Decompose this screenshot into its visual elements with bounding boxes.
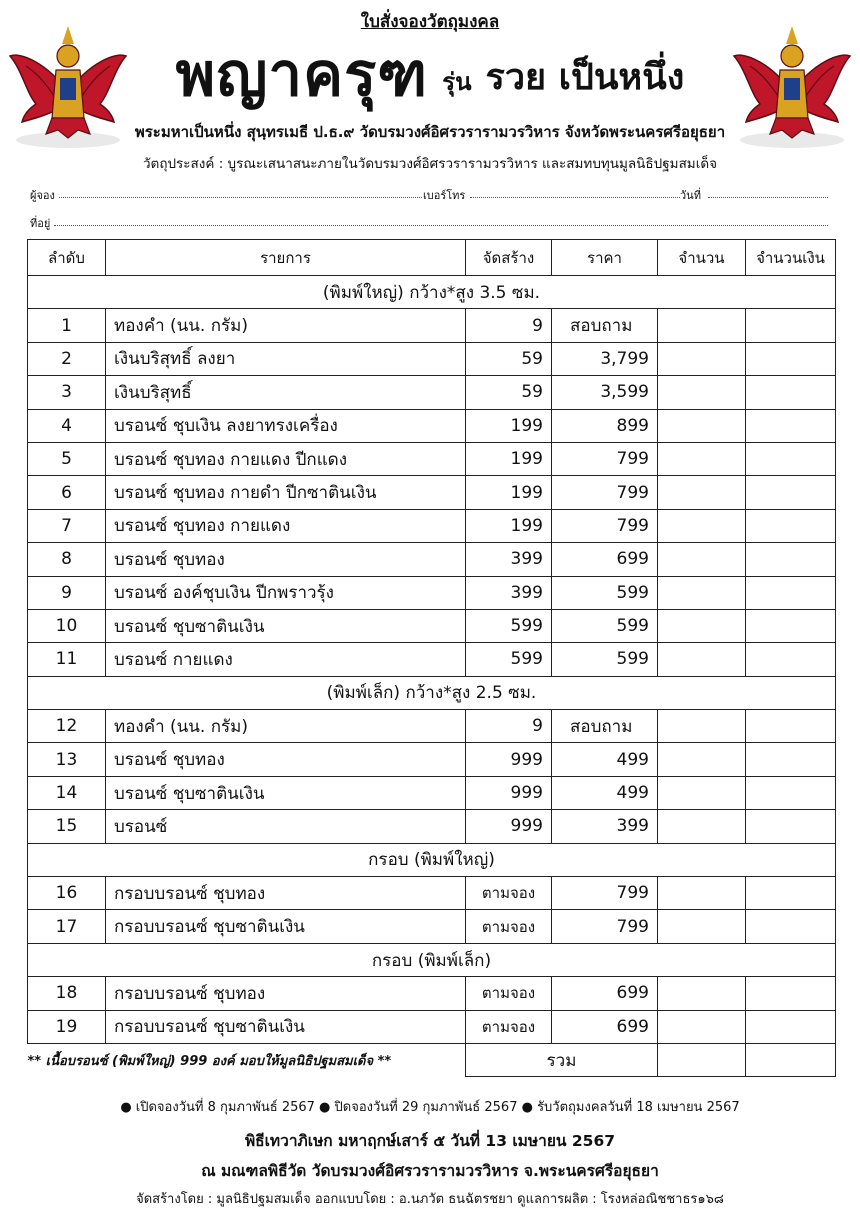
- row-produced: 999: [466, 776, 552, 809]
- row-quantity-cell[interactable]: [658, 576, 746, 609]
- row-produced: 599: [466, 643, 552, 676]
- table-row: [28, 609, 836, 642]
- total-quantity-cell[interactable]: [658, 1043, 746, 1076]
- row-produced: 599: [466, 609, 552, 642]
- row-item: บรอนซ์ ชุบซาตินเงิน: [106, 776, 466, 809]
- row-produced: 199: [466, 442, 552, 475]
- row-price: 799: [552, 877, 658, 910]
- table-row: [28, 409, 836, 442]
- row-produced: 199: [466, 476, 552, 509]
- row-price: สอบถาม: [552, 710, 658, 743]
- section-title: กรอบ (พิมพ์เล็ก): [28, 943, 836, 976]
- row-number: 9: [28, 576, 106, 609]
- subtitle: พระมหาเป็นหนึ่ง สุนฺทรเมธี ป.ธ.๙ วัดบรมวงศ์อิศรวรารามวรวิหาร จังหวัดพระนครศรีอยุธยา: [134, 123, 726, 141]
- row-produced: 59: [466, 376, 552, 409]
- donation-note: ** เนื้อบรอนซ์ (พิมพ์ใหญ่) 999 องค์ มอบให้มูลนิธิปฐมสมเด็จ **: [28, 1043, 466, 1076]
- row-amount-cell[interactable]: [746, 977, 836, 1010]
- row-quantity-cell[interactable]: [658, 710, 746, 743]
- table-row: [28, 342, 836, 375]
- row-quantity-cell[interactable]: [658, 342, 746, 375]
- address-label: ที่อยู่: [30, 214, 53, 232]
- header-amount: จำนวนเงิน: [746, 240, 836, 276]
- row-item: กรอบบรอนซ์ ชุบซาตินเงิน: [106, 910, 466, 943]
- table-row: [28, 643, 836, 676]
- row-amount-cell[interactable]: [746, 509, 836, 542]
- row-number: 19: [28, 1010, 106, 1043]
- row-item: บรอนซ์ ชุบทอง กายแดง ปีกแดง: [106, 442, 466, 475]
- table-row: [28, 710, 836, 743]
- row-item: ทองคำ (นน. กรัม): [106, 309, 466, 342]
- table-row: [28, 309, 836, 342]
- row-amount-cell[interactable]: [746, 543, 836, 576]
- row-amount-cell[interactable]: [746, 1010, 836, 1043]
- row-price: 699: [552, 543, 658, 576]
- row-number: 13: [28, 743, 106, 776]
- row-number: 14: [28, 776, 106, 809]
- row-item: เงินบริสุทธิ์: [106, 376, 466, 409]
- row-quantity-cell[interactable]: [658, 309, 746, 342]
- row-amount-cell[interactable]: [746, 409, 836, 442]
- row-number: 2: [28, 342, 106, 375]
- table-row: [28, 376, 836, 409]
- total-row: [28, 1043, 836, 1076]
- row-price: 799: [552, 509, 658, 542]
- row-price: 799: [552, 910, 658, 943]
- row-quantity-cell[interactable]: [658, 609, 746, 642]
- row-quantity-cell[interactable]: [658, 810, 746, 843]
- row-price: 499: [552, 743, 658, 776]
- row-produced: ตามจอง: [466, 977, 552, 1010]
- row-amount-cell[interactable]: [746, 442, 836, 475]
- row-number: 3: [28, 376, 106, 409]
- booking-dates: ● เปิดจองวันที่ 8 กุมภาพันธ์ 2567 ● ปิดจองวันที่ 29 กุมภาพันธ์ 2567 ● รับวัตถุมงคลวันที่ 18 เมษายน 2567: [120, 1100, 740, 1115]
- row-amount-cell[interactable]: [746, 342, 836, 375]
- row-item: บรอนซ์ ชุบทอง: [106, 743, 466, 776]
- row-quantity-cell[interactable]: [658, 643, 746, 676]
- row-price: 799: [552, 476, 658, 509]
- row-item: บรอนซ์ องค์ชุบเงิน ปีกพราวรุ้ง: [106, 576, 466, 609]
- row-amount-cell[interactable]: [746, 910, 836, 943]
- row-item: บรอนซ์ ชุบซาตินเงิน: [106, 609, 466, 642]
- row-price: 699: [552, 977, 658, 1010]
- section-title: กรอบ (พิมพ์ใหญ่): [28, 843, 836, 876]
- edition-prefix: รุ่น: [442, 68, 472, 96]
- total-amount-cell[interactable]: [746, 1043, 836, 1076]
- row-amount-cell[interactable]: [746, 877, 836, 910]
- row-price: 3,799: [552, 342, 658, 375]
- section-row: [28, 276, 836, 309]
- row-number: 1: [28, 309, 106, 342]
- row-item: บรอนซ์ ชุบทอง กายดำ ปีกซาตินเงิน: [106, 476, 466, 509]
- header-no: ลำดับ: [28, 240, 106, 276]
- table-row: [28, 576, 836, 609]
- row-produced: 999: [466, 810, 552, 843]
- row-price: 699: [552, 1010, 658, 1043]
- row-amount-cell[interactable]: [746, 776, 836, 809]
- row-item: กรอบบรอนซ์ ชุบทอง: [106, 977, 466, 1010]
- section-row: [28, 943, 836, 976]
- row-price: สอบถาม: [552, 309, 658, 342]
- table-row: [28, 877, 836, 910]
- row-number: 11: [28, 643, 106, 676]
- row-item: กรอบบรอนซ์ ชุบทอง: [106, 877, 466, 910]
- form-title: ใบสั่งจองวัตถุมงคล: [360, 12, 500, 32]
- row-quantity-cell[interactable]: [658, 877, 746, 910]
- edition-name: รวย เป็นหนึ่ง: [485, 57, 685, 98]
- row-produced: ตามจอง: [466, 910, 552, 943]
- main-title: พญาครุฑ: [175, 40, 429, 110]
- row-amount-cell[interactable]: [746, 710, 836, 743]
- row-price: 599: [552, 609, 658, 642]
- row-item: บรอนซ์ กายแดง: [106, 643, 466, 676]
- venue-line: ณ มณฑลพิธีวัด วัดบรมวงศ์อิศรวรารามวรวิหาร จ.พระนครศรีอยุธยา: [201, 1162, 659, 1180]
- row-amount-cell[interactable]: [746, 810, 836, 843]
- table-row: [28, 442, 836, 475]
- ceremony-line: พิธีเทวาภิเษก มหาฤกษ์เสาร์ ๕ วันที่ 13 เมษายน 2567: [244, 1132, 616, 1150]
- header-price: ราคา: [552, 240, 658, 276]
- purpose-line: วัตถุประสงค์ : บูรณะเสนาสนะภายในวัดบรมวงศ์อิศรวรารามวรวิหาร และสมทบทุนมูลนิธิปฐมสมเด็จ: [142, 156, 718, 172]
- header-item: รายการ: [106, 240, 466, 276]
- row-produced: 399: [466, 576, 552, 609]
- orderer-row: [30, 186, 830, 202]
- header-produced: จัดสร้าง: [466, 240, 552, 276]
- row-number: 16: [28, 877, 106, 910]
- table-header-row: [28, 240, 836, 276]
- row-amount-cell[interactable]: [746, 376, 836, 409]
- row-item: บรอนซ์: [106, 810, 466, 843]
- row-item: บรอนซ์ ชุบทอง: [106, 543, 466, 576]
- address-field[interactable]: [54, 225, 828, 226]
- row-item: กรอบบรอนซ์ ชุบซาตินเงิน: [106, 1010, 466, 1043]
- row-amount-cell[interactable]: [746, 476, 836, 509]
- row-price: 899: [552, 409, 658, 442]
- row-item: บรอนซ์ ชุบทอง กายแดง: [106, 509, 466, 542]
- section-row: [28, 843, 836, 876]
- table-row: [28, 1010, 836, 1043]
- row-amount-cell[interactable]: [746, 609, 836, 642]
- row-number: 6: [28, 476, 106, 509]
- row-number: 18: [28, 977, 106, 1010]
- row-quantity-cell[interactable]: [658, 442, 746, 475]
- date-label: วันที่: [680, 186, 704, 204]
- row-quantity-cell[interactable]: [658, 910, 746, 943]
- row-amount-cell[interactable]: [746, 309, 836, 342]
- section-title: (พิมพ์เล็ก) กว้าง*สูง 2.5 ซม.: [28, 676, 836, 709]
- row-number: 8: [28, 543, 106, 576]
- orderer-field[interactable]: [54, 197, 424, 198]
- row-item: เงินบริสุทธิ์ ลงยา: [106, 342, 466, 375]
- total-label: รวม: [466, 1043, 658, 1076]
- row-amount-cell[interactable]: [746, 576, 836, 609]
- table-row: [28, 776, 836, 809]
- row-produced: 59: [466, 342, 552, 375]
- row-price: 399: [552, 810, 658, 843]
- order-table: [27, 239, 836, 1077]
- row-quantity-cell[interactable]: [658, 476, 746, 509]
- row-number: 4: [28, 409, 106, 442]
- row-quantity-cell[interactable]: [658, 776, 746, 809]
- row-produced: 9: [466, 309, 552, 342]
- table-row: [28, 476, 836, 509]
- row-quantity-cell[interactable]: [658, 977, 746, 1010]
- table-row: [28, 509, 836, 542]
- row-quantity-cell[interactable]: [658, 509, 746, 542]
- section-row: [28, 676, 836, 709]
- row-quantity-cell[interactable]: [658, 543, 746, 576]
- row-price: 799: [552, 442, 658, 475]
- address-row: [30, 214, 830, 230]
- row-number: 12: [28, 710, 106, 743]
- row-price: 499: [552, 776, 658, 809]
- credits-line: จัดสร้างโดย : มูลนิธิปฐมสมเด็จ ออกแบบโดย : อ.นภวัต ธนฉัตรชยา ดูแลการผลิต : โรงหล่อณิชชาธร๑๖๘: [136, 1192, 724, 1207]
- row-produced: 199: [466, 509, 552, 542]
- row-quantity-cell[interactable]: [658, 1010, 746, 1043]
- row-amount-cell[interactable]: [746, 743, 836, 776]
- row-item: ทองคำ (นน. กรัม): [106, 710, 466, 743]
- title-row: [130, 30, 730, 110]
- row-number: 7: [28, 509, 106, 542]
- orderer-label: ผู้จอง: [30, 186, 58, 204]
- header-quantity: จำนวน: [658, 240, 746, 276]
- row-produced: 999: [466, 743, 552, 776]
- table-row: [28, 543, 836, 576]
- row-quantity-cell[interactable]: [658, 409, 746, 442]
- row-price: 3,599: [552, 376, 658, 409]
- row-produced: 9: [466, 710, 552, 743]
- table-row: [28, 810, 836, 843]
- row-quantity-cell[interactable]: [658, 743, 746, 776]
- row-produced: 199: [466, 409, 552, 442]
- table-row: [28, 743, 836, 776]
- row-price: 599: [552, 643, 658, 676]
- row-quantity-cell[interactable]: [658, 376, 746, 409]
- row-produced: ตามจอง: [466, 1010, 552, 1043]
- row-item: บรอนซ์ ชุบเงิน ลงยาทรงเครื่อง: [106, 409, 466, 442]
- phone-field[interactable]: [470, 197, 680, 198]
- row-number: 5: [28, 442, 106, 475]
- date-field[interactable]: [708, 197, 828, 198]
- order-table-body: [28, 276, 836, 1077]
- row-number: 17: [28, 910, 106, 943]
- section-title: (พิมพ์ใหญ่) กว้าง*สูง 3.5 ซม.: [28, 276, 836, 309]
- row-price: 599: [552, 576, 658, 609]
- table-row: [28, 910, 836, 943]
- phone-label: เบอร์โทร: [423, 186, 468, 204]
- row-amount-cell[interactable]: [746, 643, 836, 676]
- row-number: 15: [28, 810, 106, 843]
- row-produced: 399: [466, 543, 552, 576]
- table-row: [28, 977, 836, 1010]
- row-produced: ตามจอง: [466, 877, 552, 910]
- row-number: 10: [28, 609, 106, 642]
